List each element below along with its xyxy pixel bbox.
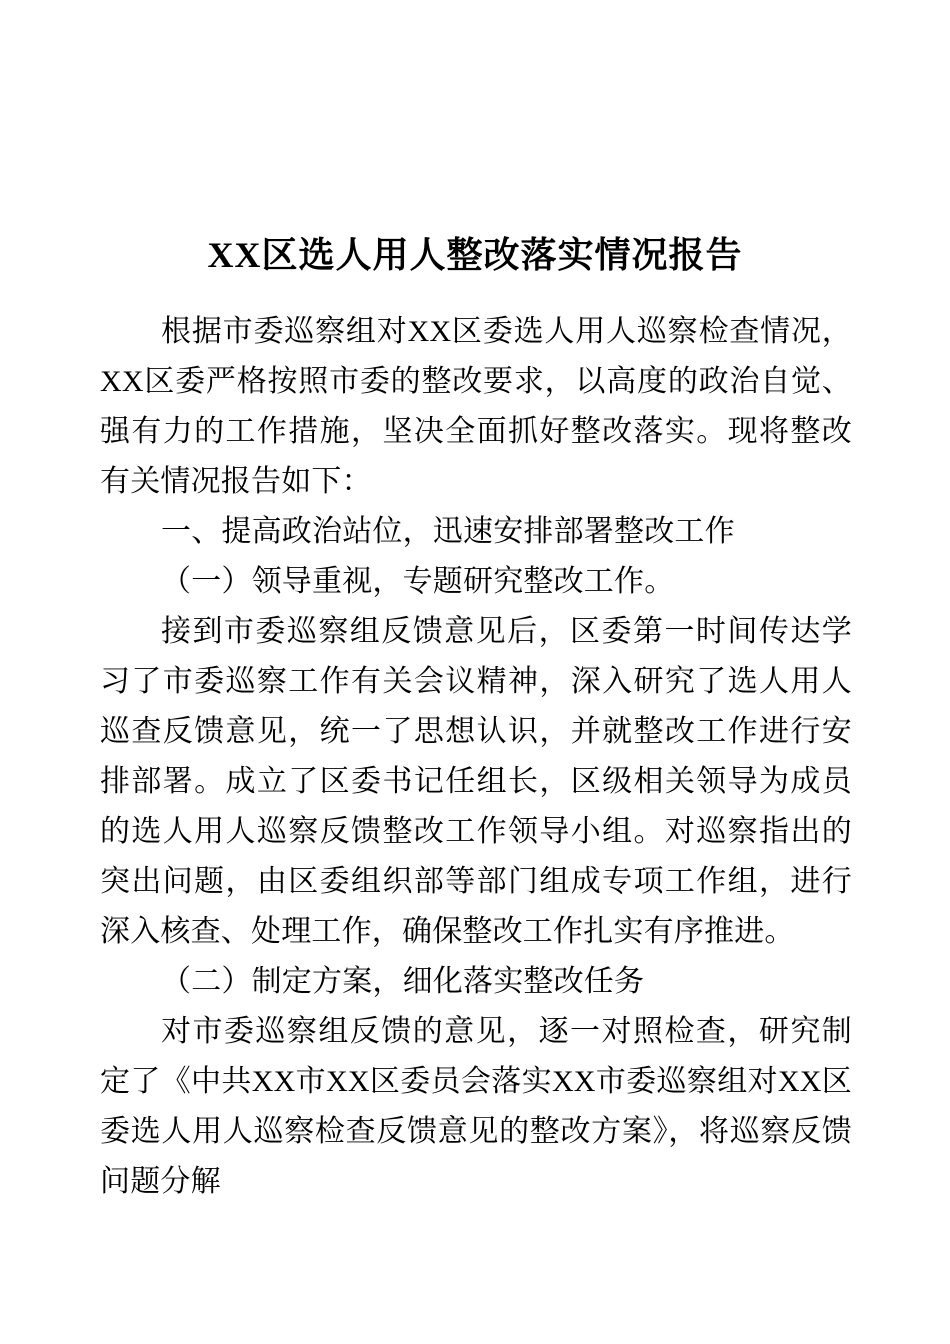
heading-section-1: 一、提高政治站位，迅速安排部署整改工作 [161, 515, 735, 548]
paragraph-intro: 根据市委巡察组对XX区委选人用人巡察检查情况，XX区委严格按照市委的整改要求，以高度的政治自觉、强有力的工作措施，坚决全面抓好整改落实。现将整改有关情况报告如下： [100, 315, 852, 498]
page-title: XX区选人用人整改落实情况报告 [207, 235, 743, 276]
document-body [100, 307, 852, 1207]
heading-subsection-1-1: （一）领导重视，专题研究整改工作。 [161, 565, 675, 598]
paragraph-subsection-1-2-body: 对市委巡察组反馈的意见，逐一对照检查，研究制定了《中共XX市XX区委员会落实XX市委巡察组对XX区委选人用人巡察检查反馈意见的整改方案》，将巡察反馈问题分解 [100, 1015, 852, 1198]
heading-subsection-1-2: （二）制定方案，细化落实整改任务 [161, 965, 645, 998]
paragraph-subsection-1-1-body: 接到市委巡察组反馈意见后，区委第一时间传达学习了市委巡察工作有关会议精神，深入研究了选人用人巡查反馈意见，统一了思想认识，并就整改工作进行安排部署。成立了区委书记任组长，区级相关领导为成员的选人用人巡察反馈整改工作领导小组。对巡察指出的突出问题，由区委组织部等部门组成专项工作组，进行深入核查、处理工作，确保整改工作扎实有序推进。 [100, 615, 852, 948]
